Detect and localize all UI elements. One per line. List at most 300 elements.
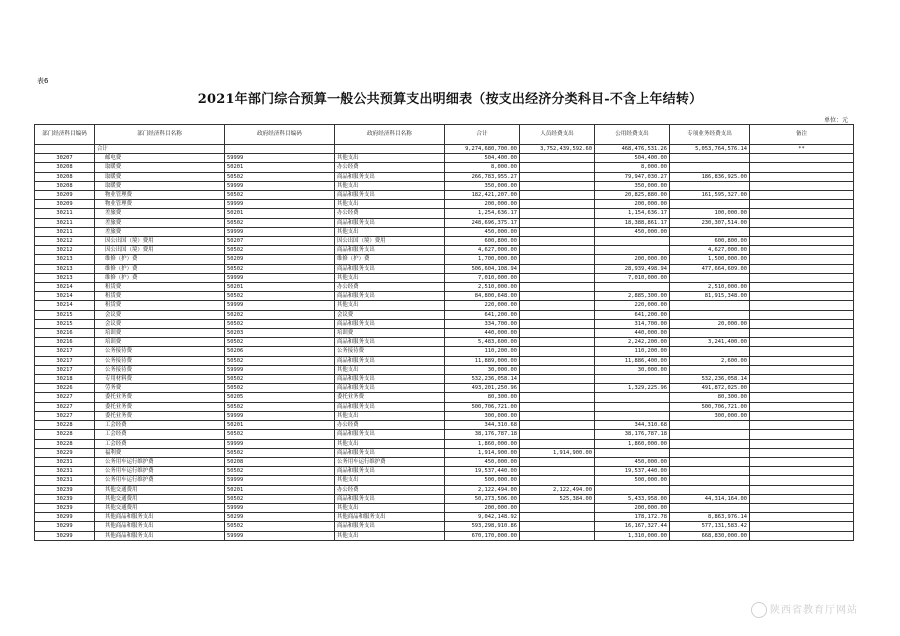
table-cell xyxy=(520,421,595,430)
table-cell: 30231 xyxy=(35,457,95,466)
table-row xyxy=(35,172,854,181)
table-cell: 59999 xyxy=(225,301,335,310)
table-cell: 30211 xyxy=(35,218,95,227)
table-cell xyxy=(750,191,854,200)
table-cell: 其他支出 xyxy=(335,154,445,163)
table-cell: 其他支出 xyxy=(335,181,445,190)
table-cell xyxy=(595,375,670,384)
table-cell: 50502 xyxy=(225,191,335,200)
table-cell: 差旅费 xyxy=(95,227,225,236)
table-cell: 500,000.00 xyxy=(445,476,520,485)
table-cell: 59999 xyxy=(225,365,335,374)
table-cell xyxy=(520,503,595,512)
table-cell xyxy=(595,237,670,246)
table-cell: 商品和服务支出 xyxy=(335,430,445,439)
col-header: 专项业务经费支出 xyxy=(670,125,750,145)
table-row xyxy=(35,191,854,200)
table-cell: 50502 xyxy=(225,467,335,476)
table-cell: 50209 xyxy=(225,255,335,264)
table-cell: 30299 xyxy=(35,513,95,522)
table-cell: 培训费 xyxy=(335,329,445,338)
table-cell: 344,310.68 xyxy=(595,421,670,430)
table-cell: 8,863,976.14 xyxy=(670,513,750,522)
table-cell: 50207 xyxy=(225,237,335,246)
table-cell: 1,254,636.17 xyxy=(445,209,520,218)
table-cell: 邮电费 xyxy=(95,154,225,163)
table-cell xyxy=(520,273,595,282)
table-cell xyxy=(750,522,854,531)
table-cell: 50299 xyxy=(225,513,335,522)
table-cell xyxy=(520,264,595,273)
table-cell: 50502 xyxy=(225,402,335,411)
table-cell: 500,706,721.00 xyxy=(445,402,520,411)
table-cell xyxy=(670,430,750,439)
table-row xyxy=(35,329,854,338)
col-header: 人员经费支出 xyxy=(520,125,595,145)
table-cell: 230,307,514.00 xyxy=(670,218,750,227)
table-cell: 344,310.68 xyxy=(445,421,520,430)
total-label: 合计 xyxy=(95,145,225,154)
table-cell: 50502 xyxy=(225,246,335,255)
table-cell xyxy=(520,393,595,402)
table-cell xyxy=(520,218,595,227)
table-cell: 9,042,148.92 xyxy=(445,513,520,522)
col-header: 政府经济科目编码 xyxy=(225,125,335,145)
table-cell: 商品和服务支出 xyxy=(335,356,445,365)
table-cell: 公务接待费 xyxy=(95,356,225,365)
table-cell: 79,947,030.27 xyxy=(595,172,670,181)
table-cell: 350,000.00 xyxy=(445,181,520,190)
table-cell xyxy=(595,402,670,411)
table-cell: 30228 xyxy=(35,421,95,430)
table-cell: 差旅费 xyxy=(95,218,225,227)
table-cell: 7,010,000.00 xyxy=(445,273,520,282)
table-cell: 30211 xyxy=(35,227,95,236)
table-number: 表6 xyxy=(37,77,49,85)
table-cell: 会议费 xyxy=(95,319,225,328)
table-row xyxy=(35,163,854,172)
table-cell: 1,329,225.96 xyxy=(595,384,670,393)
table-cell xyxy=(520,292,595,301)
table-cell: 30217 xyxy=(35,347,95,356)
table-cell: 商品和服务支出 xyxy=(335,218,445,227)
table-cell: 334,700.00 xyxy=(445,319,520,328)
table-cell: 30208 xyxy=(35,172,95,181)
table-cell: 公务接待费 xyxy=(95,365,225,374)
table-cell: 50201 xyxy=(225,421,335,430)
table-cell: 200,000.00 xyxy=(445,503,520,512)
table-row xyxy=(35,393,854,402)
table-cell: 2,510,000.00 xyxy=(670,283,750,292)
table-cell: 491,872,025.00 xyxy=(670,384,750,393)
table-cell xyxy=(750,393,854,402)
table-cell: 维修（护）费 xyxy=(95,264,225,273)
table-cell: 培训费 xyxy=(95,329,225,338)
table-cell: 1,860,000.00 xyxy=(595,439,670,448)
table-cell: 因公出国（境）费用 xyxy=(95,237,225,246)
table-row xyxy=(35,485,854,494)
table-cell xyxy=(670,421,750,430)
table-cell xyxy=(520,430,595,439)
table-row xyxy=(35,384,854,393)
table-cell: 59999 xyxy=(225,531,335,540)
table-cell: 30239 xyxy=(35,503,95,512)
table-cell: 200,000.00 xyxy=(595,200,670,209)
table-cell: 30228 xyxy=(35,430,95,439)
table-row xyxy=(35,209,854,218)
table-cell: 440,000.00 xyxy=(445,329,520,338)
table-cell xyxy=(750,375,854,384)
table-cell: 2,242,200.00 xyxy=(595,338,670,347)
table-cell: 30214 xyxy=(35,283,95,292)
table-cell: 100,000.00 xyxy=(670,209,750,218)
table-cell xyxy=(670,457,750,466)
table-row xyxy=(35,292,854,301)
col-header: 合计 xyxy=(445,125,520,145)
col-header: 公用经费支出 xyxy=(595,125,670,145)
table-cell: 50502 xyxy=(225,494,335,503)
table-cell: 5,483,600.00 xyxy=(445,338,520,347)
table-cell: 59999 xyxy=(225,200,335,209)
table-cell: 30227 xyxy=(35,411,95,420)
table-cell: 161,595,327.00 xyxy=(670,191,750,200)
table-cell: 30209 xyxy=(35,200,95,209)
unit-label: 单位：元 xyxy=(823,117,848,124)
table-cell xyxy=(750,200,854,209)
table-cell: 19,537,440.00 xyxy=(595,467,670,476)
table-cell: 30208 xyxy=(35,163,95,172)
table-row xyxy=(35,283,854,292)
table-cell: 30212 xyxy=(35,246,95,255)
table-cell: 其他商品和服务支出 xyxy=(95,513,225,522)
table-cell: 50202 xyxy=(225,310,335,319)
table-cell: 186,836,925.00 xyxy=(670,172,750,181)
table-cell: 30299 xyxy=(35,531,95,540)
table-cell: 因公出国（境）费用 xyxy=(335,237,445,246)
table-row xyxy=(35,338,854,347)
table-cell xyxy=(520,301,595,310)
table-cell: 50502 xyxy=(225,430,335,439)
table-cell: 1,500,000.00 xyxy=(670,255,750,264)
table-cell xyxy=(520,163,595,172)
table-cell xyxy=(520,154,595,163)
table-cell: 200,000.00 xyxy=(595,255,670,264)
table-cell xyxy=(520,347,595,356)
page-title: 2021年部门综合预算一般公共预算支出明细表（按支出经济分类科目-不含上年结转） xyxy=(197,92,703,107)
table-cell: 其他交通费用 xyxy=(95,494,225,503)
table-row xyxy=(35,457,854,466)
table-cell xyxy=(670,163,750,172)
table-row xyxy=(35,522,854,531)
table-cell: 600,800.00 xyxy=(445,237,520,246)
table-cell xyxy=(670,347,750,356)
table-cell: 532,236,058.14 xyxy=(445,375,520,384)
table-cell: 200,000.00 xyxy=(445,200,520,209)
table-cell: 504,400.00 xyxy=(595,154,670,163)
table-cell xyxy=(750,439,854,448)
table-cell: 450,000.00 xyxy=(595,457,670,466)
table-row xyxy=(35,402,854,411)
table-cell: 其他支出 xyxy=(335,476,445,485)
table-cell: 商品和服务支出 xyxy=(335,494,445,503)
table-cell: 600,800.00 xyxy=(670,237,750,246)
table-cell: 其他支出 xyxy=(335,365,445,374)
table-cell: 50502 xyxy=(225,264,335,273)
table-cell: 会议费 xyxy=(95,310,225,319)
table-cell: 其他支出 xyxy=(335,411,445,420)
table-row xyxy=(35,154,854,163)
table-cell: 18,388,861.17 xyxy=(595,218,670,227)
table-row xyxy=(35,310,854,319)
table-cell: 因公出国（境）费用 xyxy=(95,246,225,255)
table-cell: 500,000.00 xyxy=(595,476,670,485)
table-cell xyxy=(750,476,854,485)
table-cell xyxy=(520,237,595,246)
table-cell: 30214 xyxy=(35,292,95,301)
table-cell: 28,939,498.94 xyxy=(595,264,670,273)
table-cell xyxy=(750,457,854,466)
table-cell xyxy=(750,209,854,218)
total-public: 468,476,531.26 xyxy=(595,145,670,154)
table-cell xyxy=(750,421,854,430)
table-cell xyxy=(750,402,854,411)
table-cell: 59999 xyxy=(225,227,335,236)
table-cell: 租赁费 xyxy=(95,292,225,301)
table-cell xyxy=(750,246,854,255)
table-cell: 物业管理费 xyxy=(95,191,225,200)
table-cell xyxy=(750,181,854,190)
table-cell: 2,122,494.00 xyxy=(445,485,520,494)
table-cell: 1,700,000.00 xyxy=(445,255,520,264)
table-cell: 公务用车运行维护费 xyxy=(95,476,225,485)
table-cell xyxy=(520,411,595,420)
table-cell xyxy=(520,402,595,411)
table-cell: 2,600.00 xyxy=(670,356,750,365)
table-cell: 办公经费 xyxy=(335,163,445,172)
table-cell: 1,310,000.00 xyxy=(595,531,670,540)
table-cell: 取暖费 xyxy=(95,172,225,181)
table-cell: 30217 xyxy=(35,356,95,365)
table-cell: 44,314,164.00 xyxy=(670,494,750,503)
table-cell: 50201 xyxy=(225,209,335,218)
table-cell: 其他支出 xyxy=(335,273,445,282)
table-cell xyxy=(750,411,854,420)
table-cell xyxy=(520,467,595,476)
table-cell xyxy=(750,273,854,282)
table-cell: 178,172.78 xyxy=(595,513,670,522)
table-cell: 30207 xyxy=(35,154,95,163)
table-cell: 7,010,000.00 xyxy=(595,273,670,282)
table-row xyxy=(35,356,854,365)
table-cell: 30213 xyxy=(35,255,95,264)
table-cell xyxy=(520,181,595,190)
table-cell: 30216 xyxy=(35,338,95,347)
table-row xyxy=(35,264,854,273)
table-cell xyxy=(520,476,595,485)
table-cell: 38,176,787.18 xyxy=(445,430,520,439)
table-cell xyxy=(750,467,854,476)
col-header: 部门经济科目编码 xyxy=(35,125,95,145)
table-cell: 商品和服务支出 xyxy=(335,448,445,457)
table-cell xyxy=(520,319,595,328)
table-cell xyxy=(670,485,750,494)
table-cell: 20,825,880.00 xyxy=(595,191,670,200)
table-cell: 30227 xyxy=(35,402,95,411)
table-cell: 30218 xyxy=(35,375,95,384)
table-row xyxy=(35,301,854,310)
table-row xyxy=(35,227,854,236)
table-cell xyxy=(750,264,854,273)
table-cell: 38,176,787.18 xyxy=(595,430,670,439)
table-cell: 248,696,375.17 xyxy=(445,218,520,227)
table-cell: 其他支出 xyxy=(335,200,445,209)
table-cell: 商品和服务支出 xyxy=(335,292,445,301)
table-cell xyxy=(520,200,595,209)
table-cell: 30299 xyxy=(35,522,95,531)
table-row xyxy=(35,237,854,246)
total-special: 5,053,764,576.14 xyxy=(670,145,750,154)
table-cell: 577,131,583.42 xyxy=(670,522,750,531)
table-cell xyxy=(595,246,670,255)
table-cell xyxy=(750,494,854,503)
table-cell: 59999 xyxy=(225,476,335,485)
table-cell: 670,170,000.00 xyxy=(445,531,520,540)
total-personnel: 3,752,439,592.60 xyxy=(520,145,595,154)
table-cell: 506,604,108.94 xyxy=(445,264,520,273)
table-cell xyxy=(670,200,750,209)
table-cell xyxy=(520,255,595,264)
table-cell: 504,400.00 xyxy=(445,154,520,163)
table-cell: 59999 xyxy=(225,503,335,512)
table-cell: 30231 xyxy=(35,476,95,485)
table-cell: 50502 xyxy=(225,319,335,328)
table-cell: 50502 xyxy=(225,384,335,393)
table-cell: 其他支出 xyxy=(335,503,445,512)
table-cell xyxy=(750,283,854,292)
table-cell: 50502 xyxy=(225,292,335,301)
table-cell: 30228 xyxy=(35,439,95,448)
table-row xyxy=(35,200,854,209)
table-cell: 取暖费 xyxy=(95,163,225,172)
table-cell: 80,300.00 xyxy=(670,393,750,402)
table-cell: 委托业务费 xyxy=(95,411,225,420)
table-cell: 450,000.00 xyxy=(595,227,670,236)
table-cell: 440,000.00 xyxy=(595,329,670,338)
table-cell: 16,167,327.44 xyxy=(595,522,670,531)
total-amount: 9,274,680,700.00 xyxy=(445,145,520,154)
table-cell xyxy=(595,283,670,292)
col-header: 政府经济科目名称 xyxy=(335,125,445,145)
expenditure-table xyxy=(34,124,854,541)
table-cell: 租赁费 xyxy=(95,301,225,310)
table-cell: 2,885,300.00 xyxy=(595,292,670,301)
table-cell xyxy=(520,356,595,365)
table-cell: 532,236,058.14 xyxy=(670,375,750,384)
table-cell: 314,700.00 xyxy=(595,319,670,328)
table-row xyxy=(35,255,854,264)
table-cell: 477,664,609.00 xyxy=(670,264,750,273)
table-cell: 300,000.00 xyxy=(670,411,750,420)
table-cell xyxy=(520,384,595,393)
table-cell: 50201 xyxy=(225,283,335,292)
table-cell: 其他支出 xyxy=(335,531,445,540)
table-cell: 30217 xyxy=(35,365,95,374)
table-cell: 525,384.00 xyxy=(520,494,595,503)
table-cell xyxy=(750,255,854,264)
table-cell xyxy=(670,365,750,374)
table-cell xyxy=(520,531,595,540)
total-cell xyxy=(35,145,95,154)
table-cell: 450,000.00 xyxy=(445,227,520,236)
table-cell: 培训费 xyxy=(95,338,225,347)
table-cell: 50502 xyxy=(225,218,335,227)
table-cell: 30,000.00 xyxy=(595,365,670,374)
table-cell: 300,000.00 xyxy=(445,411,520,420)
table-row xyxy=(35,375,854,384)
table-row xyxy=(35,448,854,457)
table-cell: 其他商品和服务支出 xyxy=(335,513,445,522)
table-cell: 110,200.00 xyxy=(595,347,670,356)
table-cell: 110,200.00 xyxy=(445,347,520,356)
table-cell: 8,000.00 xyxy=(445,163,520,172)
table-cell: 30231 xyxy=(35,467,95,476)
table-cell: 工会经费 xyxy=(95,430,225,439)
table-cell: 取暖费 xyxy=(95,181,225,190)
table-cell: 商品和服务支出 xyxy=(335,467,445,476)
table-cell: 2,122,494.00 xyxy=(520,485,595,494)
table-cell xyxy=(670,467,750,476)
table-cell: 50203 xyxy=(225,329,335,338)
table-cell: 59999 xyxy=(225,181,335,190)
table-row xyxy=(35,476,854,485)
table-cell: 80,300.00 xyxy=(445,393,520,402)
table-cell: 办公经费 xyxy=(335,283,445,292)
table-cell xyxy=(750,218,854,227)
table-cell: 2,510,000.00 xyxy=(445,283,520,292)
table-cell: 30214 xyxy=(35,301,95,310)
table-cell: 其他支出 xyxy=(335,301,445,310)
table-cell: 30213 xyxy=(35,273,95,282)
table-cell: 350,000.00 xyxy=(595,181,670,190)
table-cell: 50201 xyxy=(225,163,335,172)
table-row xyxy=(35,531,854,540)
table-cell: 50502 xyxy=(225,172,335,181)
table-cell: 30212 xyxy=(35,237,95,246)
table-cell xyxy=(520,283,595,292)
table-cell xyxy=(520,227,595,236)
table-cell xyxy=(670,476,750,485)
table-cell xyxy=(750,163,854,172)
table-cell: 500,706,721.00 xyxy=(670,402,750,411)
table-cell: 办公经费 xyxy=(335,209,445,218)
table-row xyxy=(35,430,854,439)
table-cell: 商品和服务支出 xyxy=(335,375,445,384)
table-cell xyxy=(520,310,595,319)
table-cell: 50502 xyxy=(225,522,335,531)
table-cell: 商品和服务支出 xyxy=(335,384,445,393)
table-cell xyxy=(670,439,750,448)
table-cell xyxy=(520,457,595,466)
table-cell: 81,915,348.00 xyxy=(670,292,750,301)
table-cell: 50502 xyxy=(225,338,335,347)
table-cell xyxy=(670,227,750,236)
table-cell xyxy=(750,301,854,310)
table-cell: 30209 xyxy=(35,191,95,200)
table-cell: 差旅费 xyxy=(95,209,225,218)
table-cell xyxy=(520,439,595,448)
table-cell xyxy=(595,485,670,494)
table-cell: 3,241,400.00 xyxy=(670,338,750,347)
